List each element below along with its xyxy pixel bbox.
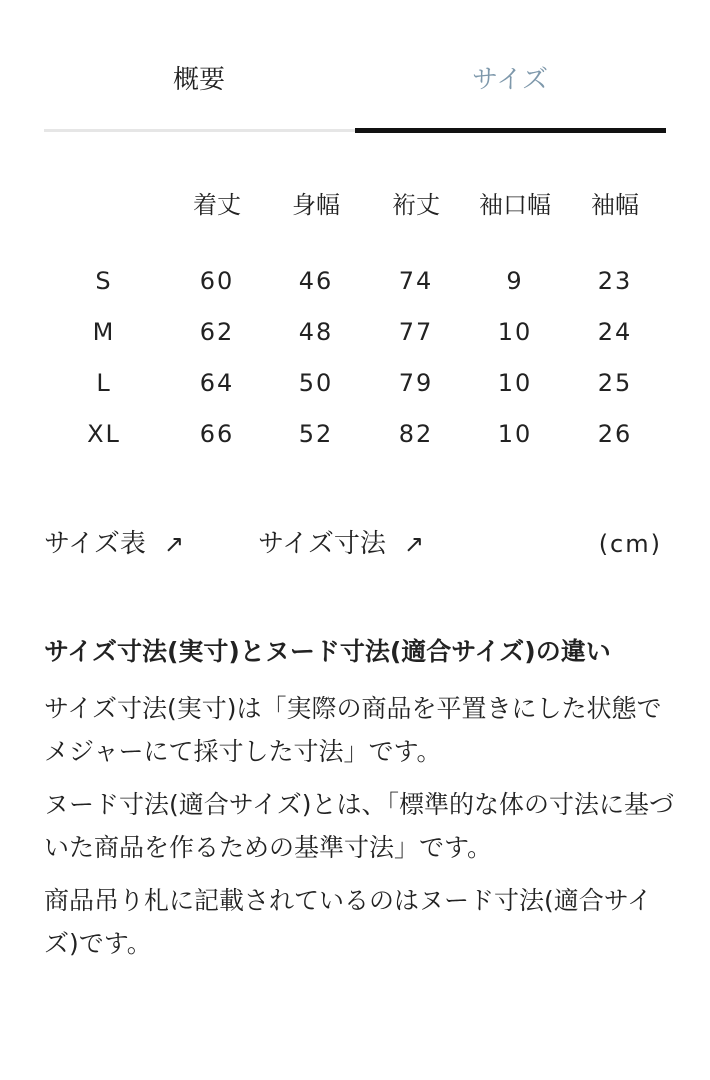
size-chart-link[interactable]	[44, 524, 184, 564]
table-cell: 25	[597, 369, 633, 397]
size-links	[44, 524, 666, 564]
size-label: L	[96, 369, 112, 397]
header-sleeve-length: 裄丈	[392, 191, 440, 219]
table-header-row	[0, 185, 710, 225]
table-cell: 10	[497, 369, 533, 397]
header-length: 着丈	[193, 191, 241, 219]
size-label: XL	[87, 420, 121, 448]
table-cell: 62	[199, 318, 235, 346]
external-arrow-icon: ↗	[163, 530, 185, 558]
header-body-width: 身幅	[292, 191, 340, 219]
explanation-title: サイズ寸法(実寸)とヌード寸法(適合サイズ)の違い	[44, 637, 611, 666]
external-arrow-icon: ↗	[403, 530, 425, 558]
size-chart-label: サイズ表	[44, 529, 146, 559]
table-cell: 50	[298, 369, 334, 397]
header-cuff-width: 袖口幅	[479, 191, 551, 219]
table-cell: 23	[597, 267, 633, 295]
table-cell: 64	[199, 369, 235, 397]
table-cell: 74	[398, 267, 434, 295]
table-row	[0, 363, 710, 403]
table-cell: 26	[597, 420, 633, 448]
table-cell: 77	[398, 318, 434, 346]
tab-underline-active	[355, 128, 666, 133]
table-cell: 60	[199, 267, 235, 295]
tab-underline-inactive	[44, 129, 355, 132]
size-dimensions-label: サイズ寸法	[258, 529, 386, 559]
table-cell: 66	[199, 420, 235, 448]
size-label: S	[95, 267, 113, 295]
table-cell: 52	[298, 420, 334, 448]
unit-label: (cm)	[598, 530, 662, 558]
table-row	[0, 414, 710, 454]
table-cell: 79	[398, 369, 434, 397]
size-explanation	[44, 630, 674, 965]
table-row	[0, 261, 710, 301]
tab-size[interactable]: サイズ	[472, 65, 548, 95]
table-row	[0, 312, 710, 352]
explanation-paragraph: ヌード寸法(適合サイズ)とは、「標準的な体の寸法に基づいた商品を作るための基準寸法」です。	[44, 790, 675, 862]
explanation-paragraph: 商品吊り札に記載されているのはヌード寸法(適合サイズ)です。	[44, 886, 653, 958]
table-cell: 82	[398, 420, 434, 448]
table-cell: 46	[298, 267, 334, 295]
table-cell: 24	[597, 318, 633, 346]
size-dimensions-link[interactable]	[258, 524, 424, 564]
tab-overview[interactable]: 概要	[172, 65, 225, 95]
table-cell: 48	[298, 318, 334, 346]
table-cell: 10	[497, 318, 533, 346]
tab-bar	[44, 0, 666, 135]
header-sleeve-width: 袖幅	[591, 191, 639, 219]
size-label: M	[92, 318, 116, 346]
explanation-paragraph: サイズ寸法(実寸)は「実際の商品を平置きにした状態でメジャーにて採寸した寸法」です。	[44, 694, 662, 766]
table-cell: 9	[506, 267, 524, 295]
table-cell: 10	[497, 420, 533, 448]
